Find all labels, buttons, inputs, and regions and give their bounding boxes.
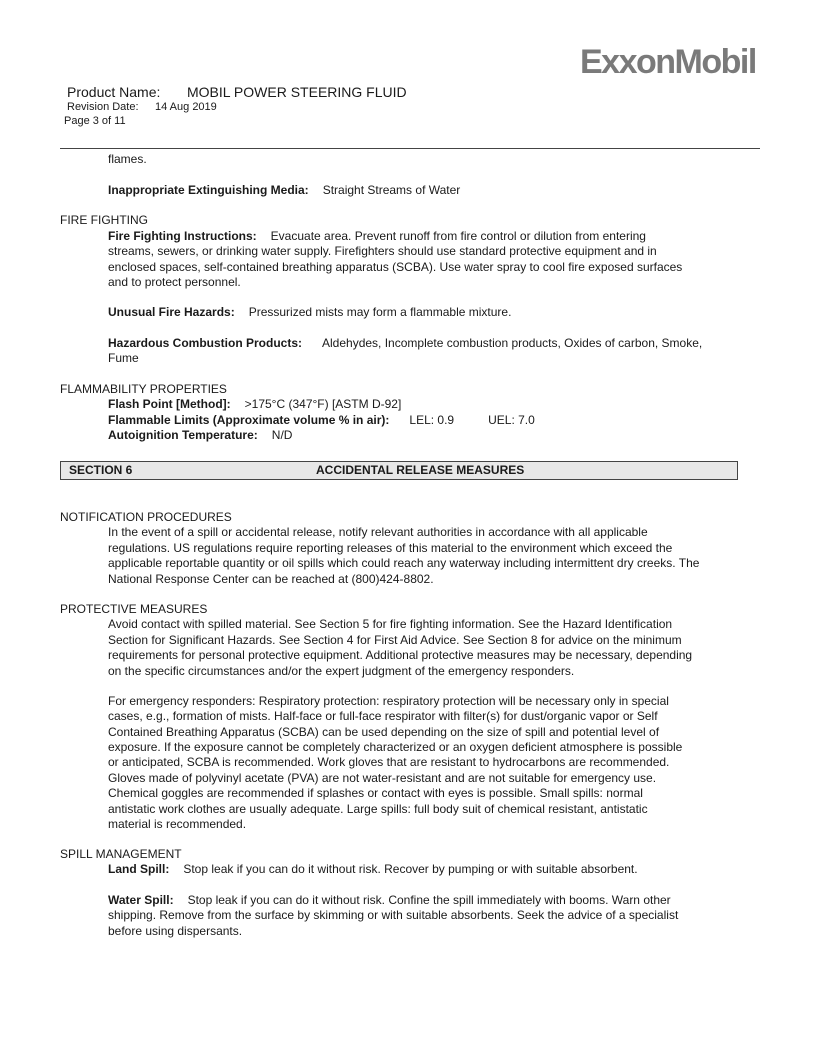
spill-heading: SPILL MANAGEMENT — [60, 847, 182, 861]
flammable-limits — [108, 413, 535, 428]
instr-line: Evacuate area. Prevent runoff from fire control or dilution from entering — [270, 229, 646, 243]
hazardous-combustion — [108, 336, 702, 351]
instr-line: enclosed spaces, self-contained breathing apparatus (SCBA). Use water spray to cool fire exposed surfaces — [108, 260, 683, 274]
instr-line: streams, sewers, or drinking water supply. Firefighters should use standard protective equipment and in — [108, 244, 657, 258]
notification-line: National Response Center can be reached at (800)424-8802. — [108, 572, 434, 586]
revision-date-line — [67, 101, 217, 113]
responder-line: cases, e.g., formation of mists. Half-face or full-face respirator with filter(s) for dust/organic vapor or Self — [108, 709, 658, 723]
flash-point — [108, 397, 401, 412]
combustion-line: Fume — [108, 351, 139, 365]
flames-text: flames. — [108, 152, 147, 166]
responder-line: or anticipated, SCBA is recommended. Work gloves that are resistant to hydrocarbons are recommended. — [108, 755, 670, 769]
autoignition-label: Autoignition Temperature: — [108, 428, 258, 442]
revision-date-label: Revision Date: — [67, 101, 139, 113]
protective-line: on the specific circumstances and/or the expert judgment of the emergency responders. — [108, 664, 575, 678]
inappropriate-media-value: Straight Streams of Water — [322, 183, 461, 197]
combustion-line: Aldehydes, Incomplete combustion products, Oxides of carbon, Smoke, — [322, 336, 703, 350]
section-title: ACCIDENTAL RELEASE MEASURES — [316, 463, 525, 477]
land-spill-label: Land Spill: — [108, 862, 170, 876]
autoignition — [108, 428, 292, 443]
hazardous-combustion-label: Hazardous Combustion Products: — [108, 336, 303, 350]
fire-fighting-heading: FIRE FIGHTING — [60, 213, 148, 227]
product-name-label: Product Name: — [67, 84, 161, 100]
product-name-value: MOBIL POWER STEERING FLUID — [187, 84, 407, 100]
inappropriate-media — [108, 183, 460, 198]
responder-line: Gloves made of polyvinyl acetate (PVA) are not water-resistant and are not suitable for emergency use. — [108, 771, 657, 785]
responder-line: material is recommended. — [108, 817, 247, 831]
water-spill — [108, 893, 671, 908]
section-number: SECTION 6 — [69, 463, 133, 477]
fire-fighting-instructions-label: Fire Fighting Instructions: — [108, 229, 257, 243]
autoignition-value: N/D — [271, 428, 293, 442]
land-spill — [108, 862, 638, 877]
uel-value: UEL: 7.0 — [488, 413, 535, 427]
unusual-fire-hazards-value: Pressurized mists may form a flammable mixture. — [248, 305, 512, 319]
flash-point-value: >175°C (347°F) [ASTM D-92] — [244, 397, 402, 411]
responder-line: For emergency responders: Respiratory protection: respiratory protection will be necessary only in special — [108, 694, 669, 708]
page-number: Page 3 of 11 — [64, 115, 126, 127]
revision-date-value: 14 Aug 2019 — [155, 101, 217, 113]
product-name-line — [67, 84, 407, 100]
flash-point-label: Flash Point [Method]: — [108, 397, 231, 411]
land-spill-value: Stop leak if you can do it without risk. Recover by pumping or with suitable absorbent. — [183, 862, 638, 876]
responder-line: Chemical goggles are recommended if splashes or contact with eyes is possible. Small spills: normal — [108, 786, 643, 800]
water-spill-line: before using dispersants. — [108, 924, 243, 938]
lel-value: LEL: 0.9 — [409, 413, 455, 427]
fire-fighting-instructions — [108, 229, 646, 244]
protective-line: requirements for personal protective equipment. Additional protective measures may be necessary, depending — [108, 648, 693, 662]
protective-line: Avoid contact with spilled material. See Section 5 for fire fighting information. See the Hazard Identification — [108, 617, 673, 631]
unusual-fire-hazards — [108, 305, 511, 320]
notification-heading: NOTIFICATION PROCEDURES — [60, 510, 232, 524]
responder-line: Contained Breathing Apparatus (SCBA) can be used depending on the size of spill and potential level of — [108, 725, 660, 739]
notification-line: regulations. US regulations require reporting releases of this material to the environment which exceed the — [108, 541, 673, 555]
instr-line: and to protect personnel. — [108, 275, 241, 289]
water-spill-line: shipping. Remove from the surface by skimming or with suitable absorbents. Seek the advice of a specialist — [108, 908, 679, 922]
protective-heading: PROTECTIVE MEASURES — [60, 602, 208, 616]
flammability-heading: FLAMMABILITY PROPERTIES — [60, 382, 227, 396]
water-spill-label: Water Spill: — [108, 893, 174, 907]
responder-line: exposure. If the exposure cannot be completely characterized or an oxygen deficient atmosphere is possible — [108, 740, 683, 754]
inappropriate-media-label: Inappropriate Extinguishing Media: — [108, 183, 309, 197]
unusual-fire-hazards-label: Unusual Fire Hazards: — [108, 305, 235, 319]
header-divider — [60, 148, 760, 149]
protective-line: Section for Significant Hazards. See Section 4 for First Aid Advice. See Section 8 for advice on the minimum — [108, 633, 682, 647]
section-6-header — [60, 461, 738, 480]
responder-line: antistatic work clothes are usually adequate. Large spills: full body suit of chemical resistant, antistatic — [108, 802, 648, 816]
water-spill-line: Stop leak if you can do it without risk. Confine the spill immediately with booms. Warn other — [187, 893, 671, 907]
exxonmobil-logo: ExxonMobil — [580, 43, 756, 81]
notification-line: In the event of a spill or accidental release, notify relevant authorities in accordance with all applicable — [108, 525, 648, 539]
flammable-limits-label: Flammable Limits (Approximate volume % in air): — [108, 413, 390, 427]
notification-line: applicable reportable quantity or oil spills which could reach any waterway including intermittent dry creeks. The — [108, 556, 700, 570]
